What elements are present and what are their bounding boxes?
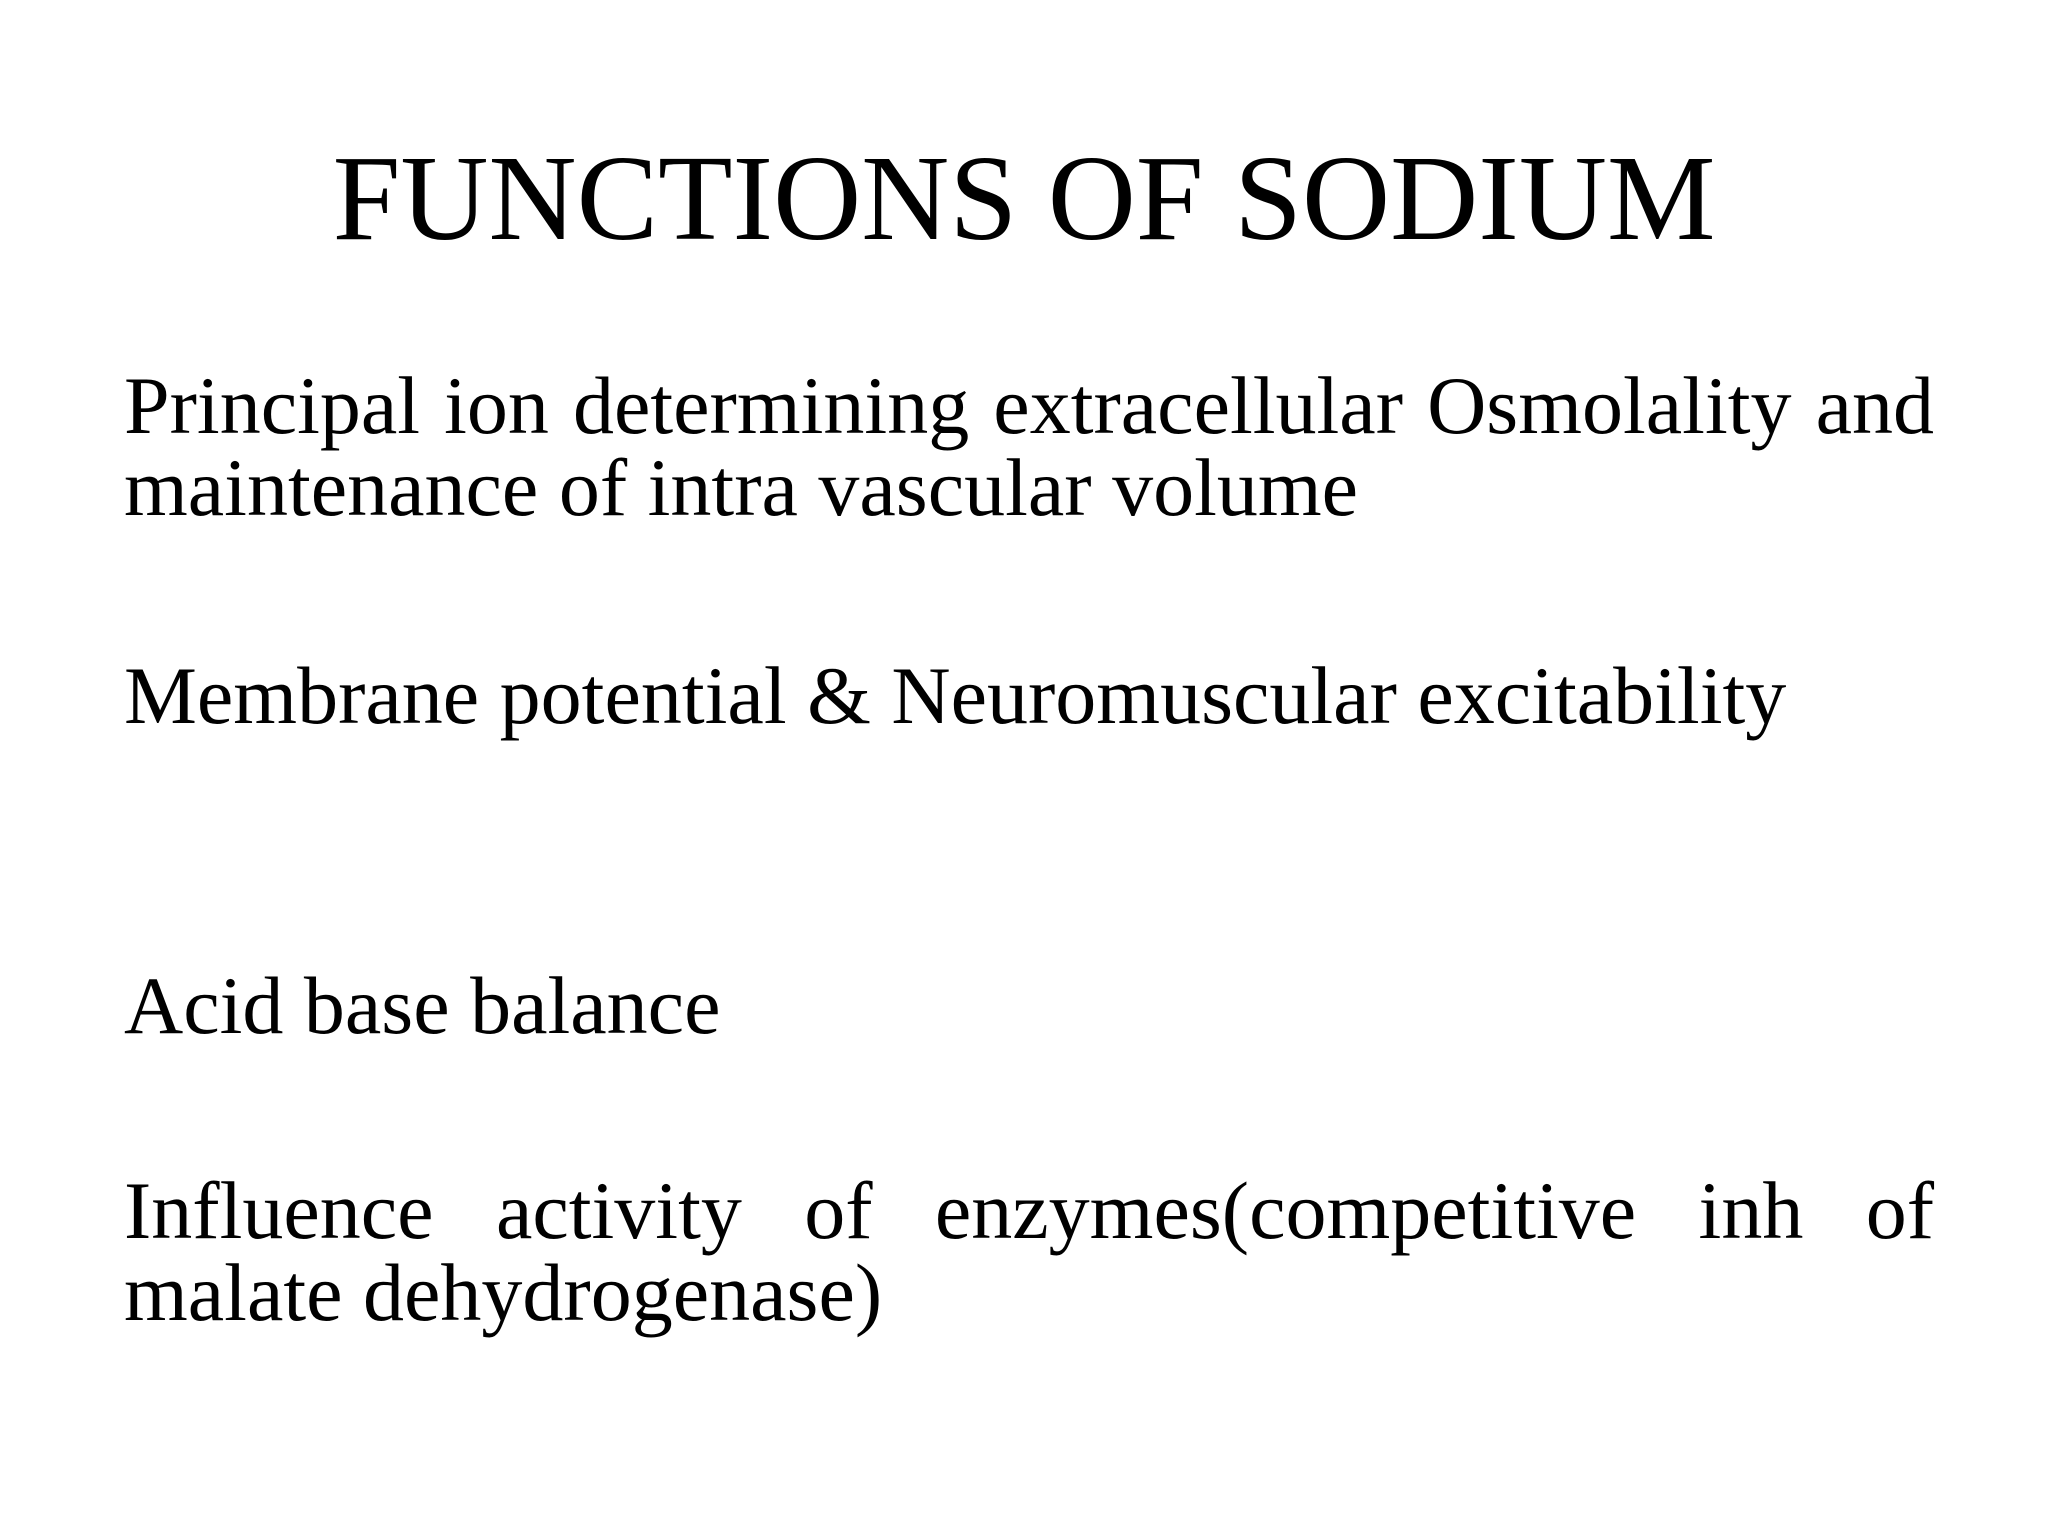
bullet-osmolality: Principal ion determining extracellular Osmolality and maintenance of intra vascular volume xyxy=(124,360,1934,533)
bullet-membrane-potential: Membrane potential & Neuromuscular excitability xyxy=(124,650,1787,741)
bullet-enzyme-activity: Influence activity of enzymes(competitive inh of malate dehydrogenase) xyxy=(124,1165,1934,1338)
slide-title: FUNCTIONS OF SODIUM xyxy=(332,131,1716,266)
bullet-acid-base-balance: Acid base balance xyxy=(124,960,721,1051)
